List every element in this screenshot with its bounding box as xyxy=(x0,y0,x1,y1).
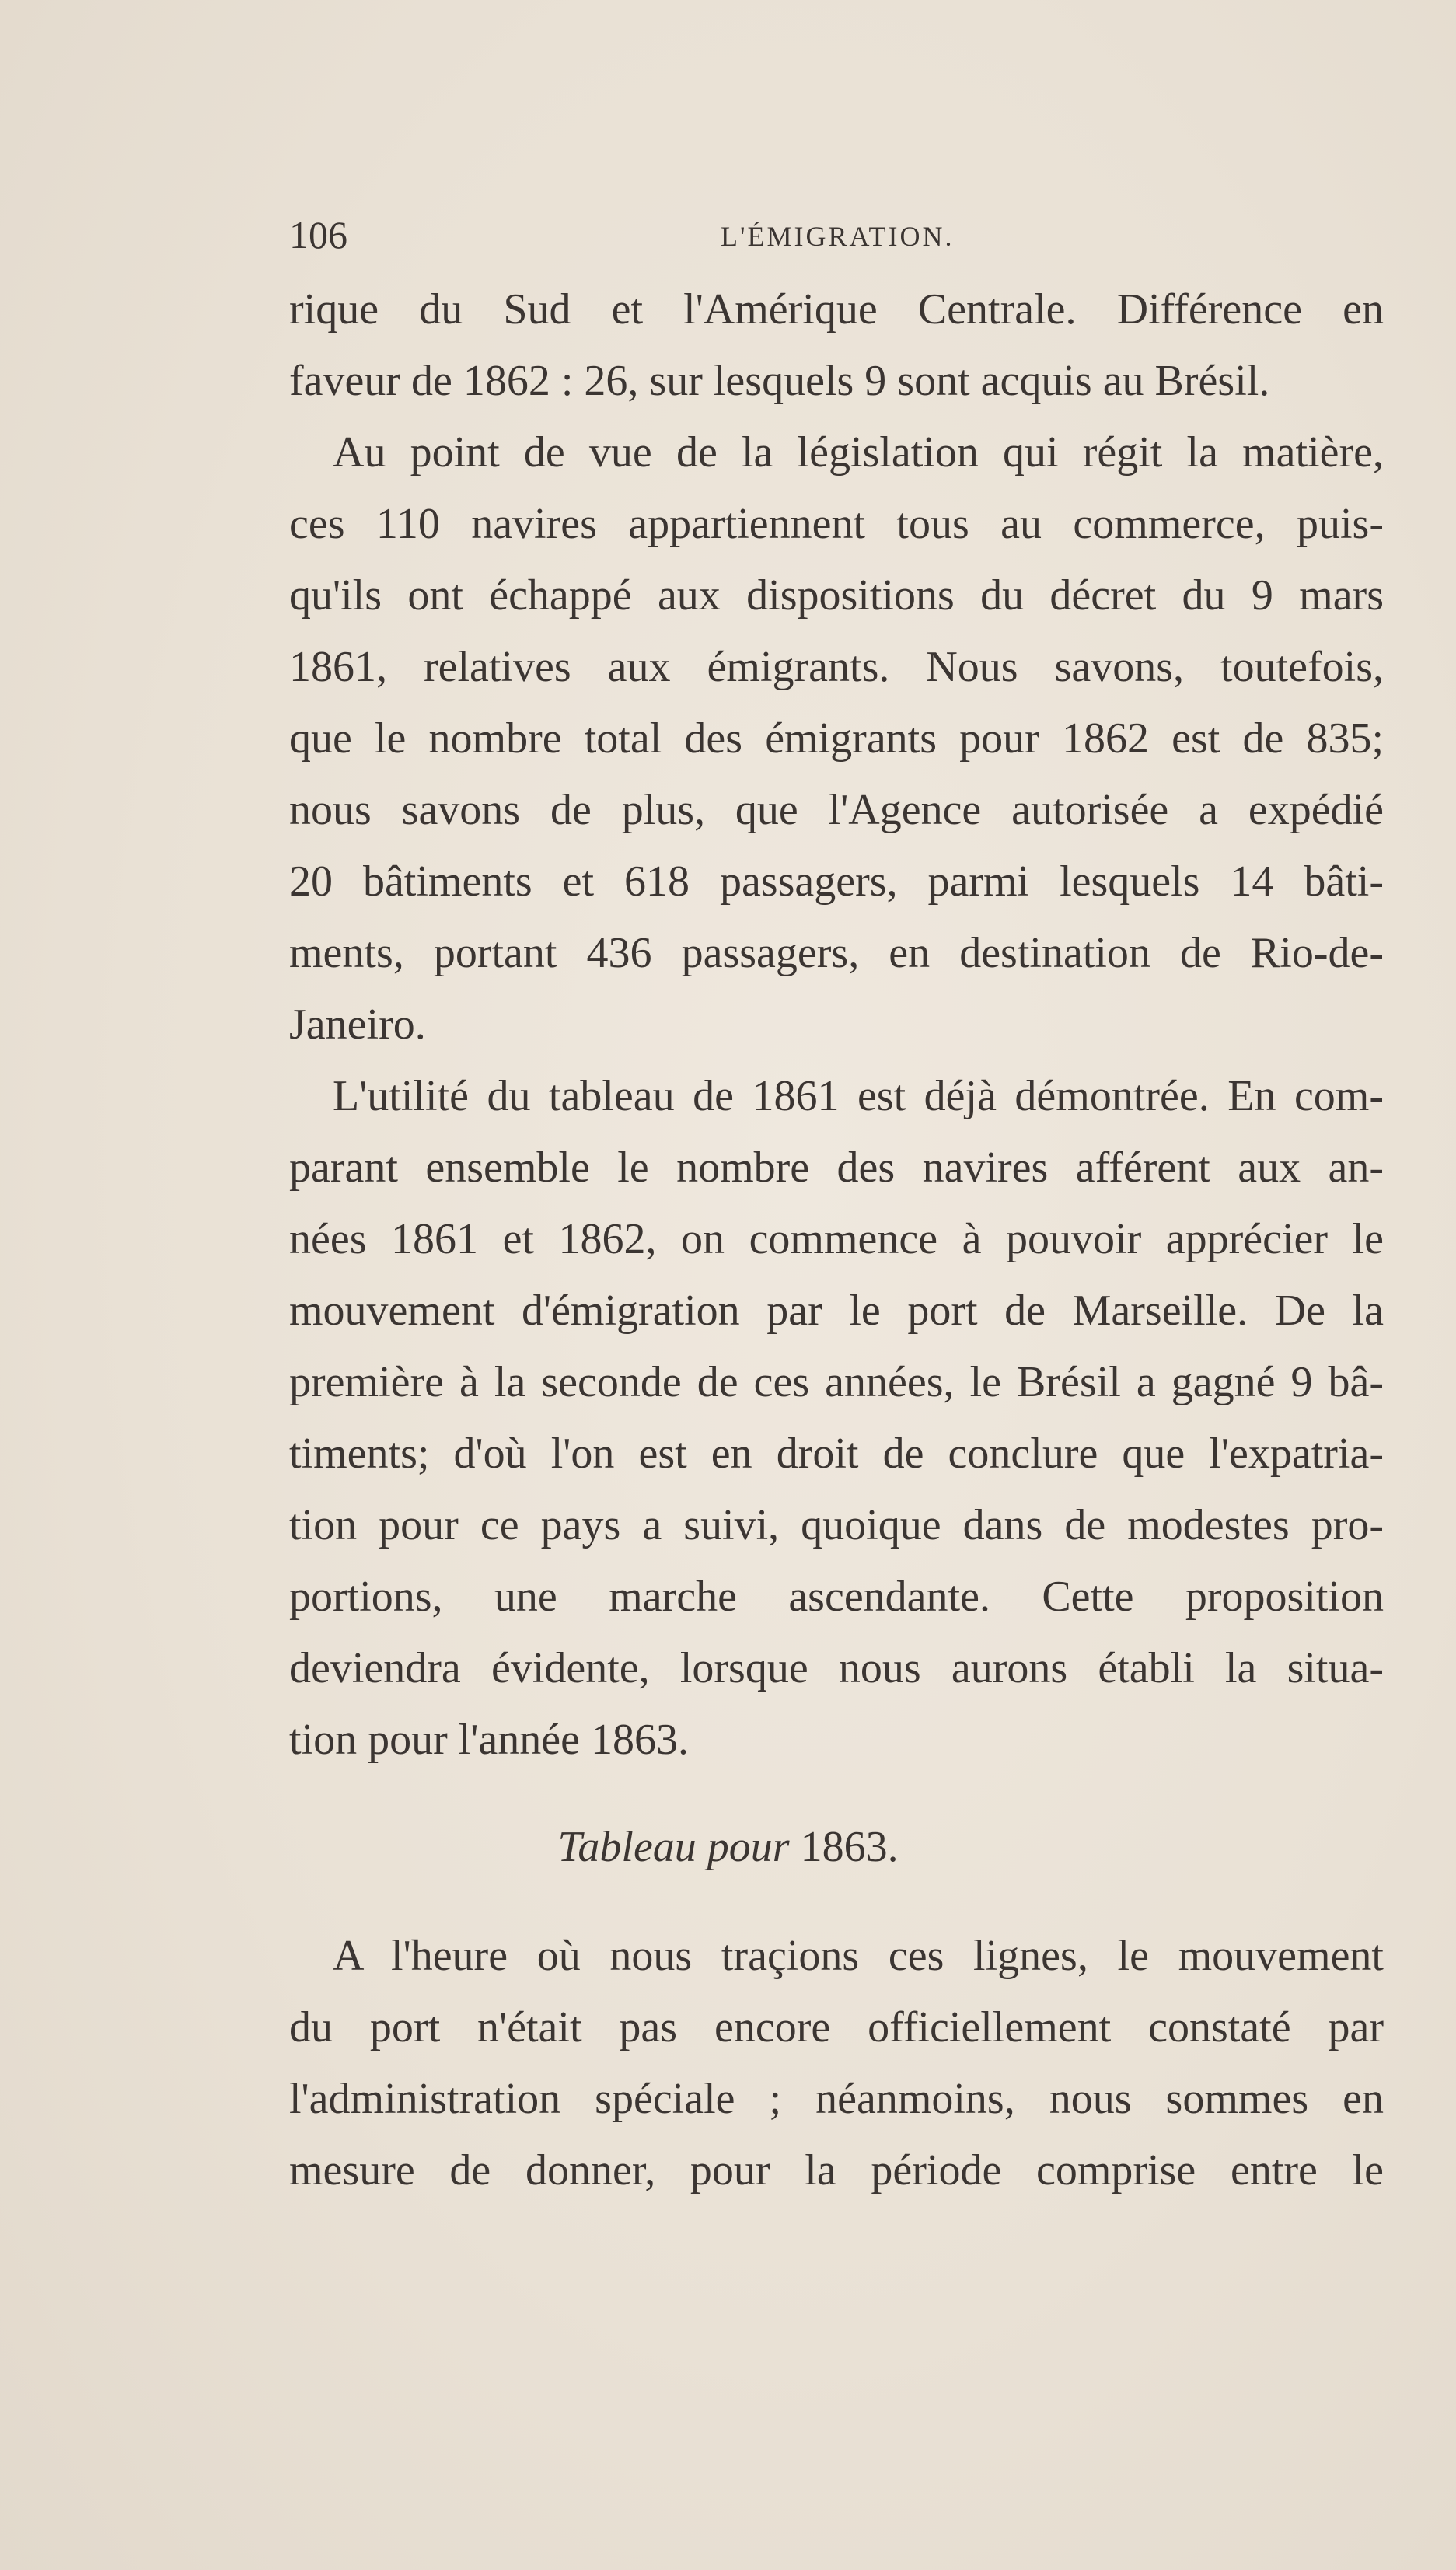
section-heading-year: 1863. xyxy=(800,1823,899,1871)
text-line: deviendra évidente, lorsque nous aurons établi la situa- xyxy=(289,1644,1384,1692)
text-line: Janeiro. xyxy=(289,1000,426,1049)
text-line: 20 bâtiments et 618 passagers, parmi lesquels 14 bâti- xyxy=(289,857,1384,906)
text-line: mouvement d'émigration par le port de Marseille. De la xyxy=(289,1287,1384,1335)
main-text-block xyxy=(289,274,1384,1776)
section-heading xyxy=(0,1811,1456,1883)
page-number: 106 xyxy=(289,213,347,257)
text-line: L'utilité du tableau de 1861 est déjà démontrée. En com- xyxy=(333,1072,1384,1120)
text-line: faveur de 1862 : 26, sur lesquels 9 sont acquis au Brésil. xyxy=(289,357,1270,405)
text-line: première à la seconde de ces années, le Brésil a gagné 9 bâ- xyxy=(289,1358,1384,1406)
text-line: mesure de donner, pour la période comprise entre le xyxy=(289,2146,1384,2195)
text-line: timents; d'où l'on est en droit de conclure que l'expatria- xyxy=(289,1430,1384,1478)
text-line: tion pour ce pays a suivi, quoique dans de modestes pro- xyxy=(289,1501,1384,1549)
running-title: L'ÉMIGRATION. xyxy=(721,221,955,252)
text-line: que le nombre total des émigrants pour 1862 est de 835; xyxy=(289,714,1384,763)
text-line: l'administration spéciale ; néanmoins, nous sommes en xyxy=(289,2075,1384,2123)
section-text-block xyxy=(289,1920,1384,2206)
text-line: qu'ils ont échappé aux dispositions du décret du 9 mars xyxy=(289,571,1384,620)
text-line: parant ensemble le nombre des navires afférent aux an- xyxy=(289,1144,1384,1192)
text-line: tion pour l'année 1863. xyxy=(289,1716,689,1764)
text-line: ments, portant 436 passagers, en destination de Rio-de- xyxy=(289,929,1384,977)
text-line: du port n'était pas encore officiellement constaté par xyxy=(289,2003,1384,2051)
running-head xyxy=(289,211,1384,258)
section-heading-italic: Tableau pour xyxy=(557,1823,790,1871)
text-line: nous savons de plus, que l'Agence autorisée a expédié xyxy=(289,786,1384,834)
text-line: nées 1861 et 1862, on commence à pouvoir apprécier le xyxy=(289,1215,1384,1263)
text-line: portions, une marche ascendante. Cette proposition xyxy=(289,1573,1384,1621)
text-line: A l'heure où nous traçions ces lignes, le mouvement xyxy=(333,1932,1384,1980)
text-line: Au point de vue de la législation qui régit la matière, xyxy=(333,428,1384,477)
text-line: ces 110 navires appartiennent tous au commerce, puis- xyxy=(289,500,1384,548)
text-line: rique du Sud et l'Amérique Centrale. Différence en xyxy=(289,285,1384,333)
text-line: 1861, relatives aux émigrants. Nous savons, toutefois, xyxy=(289,643,1384,691)
